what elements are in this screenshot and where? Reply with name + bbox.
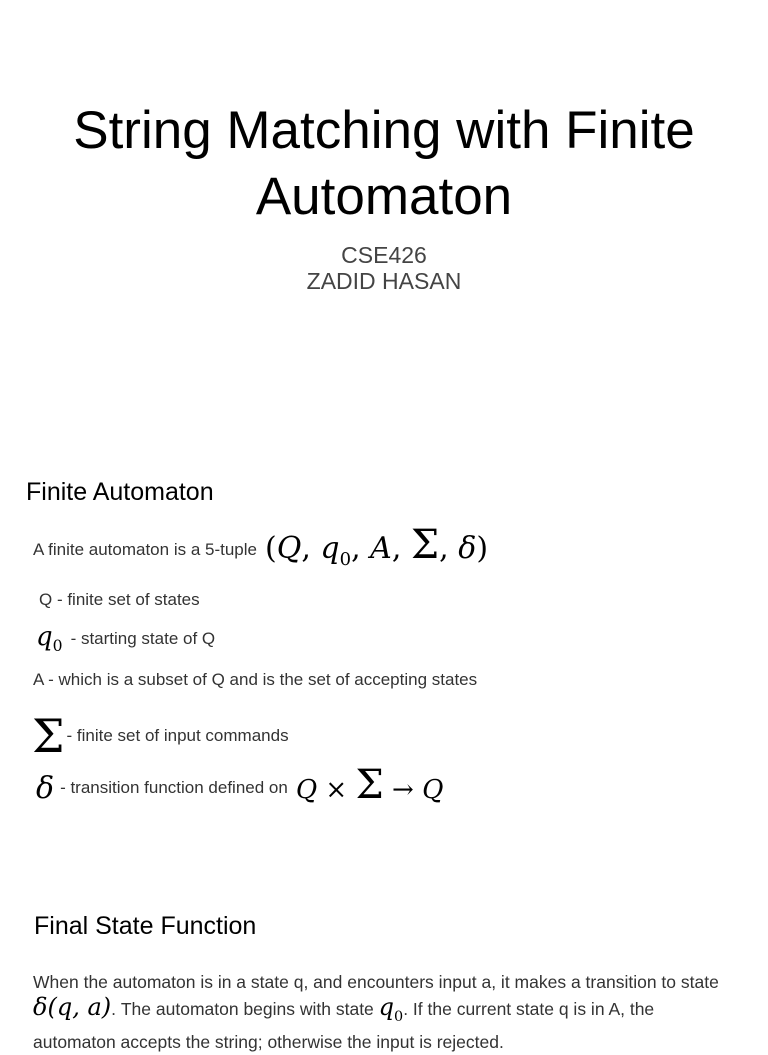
para-part-1: When the automaton is in a state q, and encounters input a, it makes a transition to state bbox=[33, 972, 719, 992]
presentation-title: String Matching with Finite Automaton bbox=[73, 101, 695, 226]
tuple-intro-text: A finite automaton is a 5-tuple bbox=[33, 540, 257, 559]
delta-formula: Q × Σ → Q bbox=[295, 761, 444, 808]
q-definition: Q - finite set of states bbox=[39, 590, 200, 609]
q0-definition-text: - starting state of Q bbox=[70, 629, 216, 648]
finite-automaton-slide bbox=[0, 440, 768, 880]
para-part-2: . The automaton begins with state bbox=[111, 999, 374, 1019]
presentation-subtitle bbox=[0, 242, 768, 294]
delta-definition bbox=[36, 761, 444, 809]
transition-formula: δ(q, a) bbox=[33, 993, 112, 1021]
course-code: CSE426 bbox=[341, 242, 427, 268]
para-part-3: . If the current state q is in A, the automaton accepts the string; otherwise the input is rejected. bbox=[33, 999, 655, 1052]
tuple-definition bbox=[33, 522, 489, 570]
sigma-definition bbox=[32, 709, 289, 763]
finite-automaton-heading: Finite Automaton bbox=[26, 478, 214, 506]
delta-definition-text: - transition function defined on bbox=[60, 778, 288, 797]
sigma-symbol: Σ bbox=[32, 709, 65, 763]
author-name: ZADID HASAN bbox=[306, 268, 462, 294]
final-state-paragraph bbox=[33, 970, 733, 1055]
sigma-definition-text: - finite set of input commands bbox=[66, 726, 289, 745]
final-state-heading: Final State Function bbox=[34, 912, 257, 940]
title-slide bbox=[0, 0, 768, 440]
tuple-formula: (Q, $q_0$, A, Σ, δ) bbox=[264, 522, 489, 570]
start-state-formula: $q_0$ bbox=[378, 993, 404, 1025]
final-state-slide bbox=[0, 880, 768, 1052]
a-definition: A - which is a subset of Q and is the set of accepting states bbox=[33, 670, 478, 689]
q0-symbol: $q_0$ bbox=[36, 622, 63, 656]
delta-symbol: δ bbox=[36, 770, 55, 806]
q0-definition bbox=[36, 623, 215, 655]
